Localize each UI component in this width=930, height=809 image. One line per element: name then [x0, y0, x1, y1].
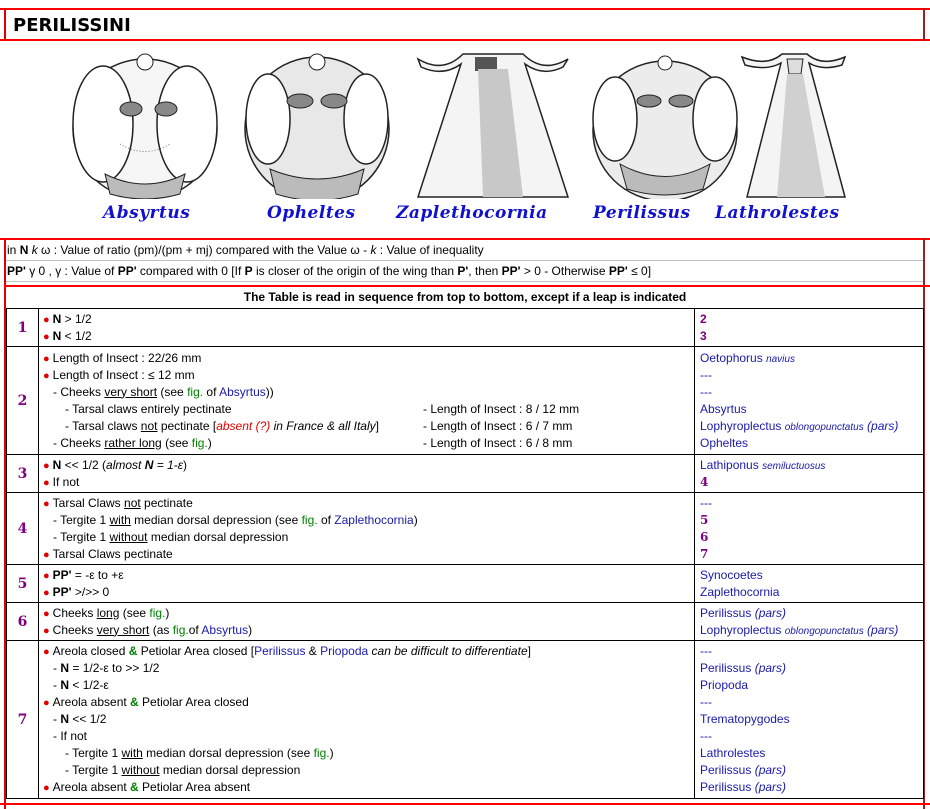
separator-text: --- [700, 729, 712, 743]
table-row [7, 455, 924, 493]
row-description: ● N > 1/2 ● N < 1/2 [39, 309, 695, 347]
legend-line-pp: PP' γ 0 , γ : Value of PP' compared with 0 [If P is closer of the origin of the wing than P', then PP' > 0 - Otherwise PP' ≤ 0] [7, 264, 652, 278]
zaplethocornia-tergite-figure [413, 49, 573, 204]
table-row [7, 641, 924, 799]
taxon-link[interactable]: Synocoetes [700, 567, 763, 582]
taxon-link[interactable]: Opheltes [700, 436, 749, 450]
taxon-link[interactable]: Perilissus (pars) [700, 661, 787, 675]
divider [6, 281, 923, 282]
row-result [695, 565, 924, 603]
fig-link[interactable]: fig. [313, 746, 330, 760]
divider [0, 8, 930, 10]
divider [4, 285, 930, 287]
divider [4, 8, 6, 41]
divider [0, 238, 930, 240]
fig-link[interactable]: fig. [301, 512, 318, 527]
figure-caption: Opheltes [267, 203, 356, 223]
bullet-icon: ● [43, 624, 50, 637]
row-description: ● Tarsal Claws not pectinate - Tergite 1 with median dorsal depression (see fig. of Zaplethocornia) - Tergite 1 without median dorsal depression ● Tarsal Claws pectinate [39, 493, 695, 565]
divider [6, 260, 923, 261]
leap-link[interactable]: 3 [700, 328, 707, 343]
bullet-icon: ● [43, 697, 50, 709]
separator-text: --- [700, 495, 712, 510]
bullet-icon: ● [43, 459, 50, 472]
taxon-link[interactable]: Lophyroplectus oblongopunctatus (pars) [700, 622, 899, 637]
table-row [7, 565, 924, 603]
figure-caption: Zaplethocornia [396, 203, 548, 223]
figure-strip [65, 49, 880, 229]
perilissus-head-figure [585, 49, 745, 199]
row-number: 4 [7, 493, 39, 565]
fig-link[interactable]: fig. [191, 435, 208, 450]
table-heading: The Table is read in sequence from top to bottom, except if a leap is indicated [243, 290, 687, 304]
row-number: 7 [7, 641, 39, 799]
legend-line-ratio: in N k ω : Value of ratio (pm)/(pm + mj) compared with the Value ω - k : Value of inequality [7, 243, 484, 257]
figure-caption: Lathrolestes [715, 203, 840, 223]
divider [0, 803, 930, 805]
taxon-link[interactable]: Priopoda [700, 678, 749, 692]
identification-key-table [6, 308, 924, 799]
row-number: 2 [7, 347, 39, 455]
divider [923, 8, 925, 41]
bullet-icon: ● [43, 569, 50, 582]
leap-link[interactable]: 7 [700, 546, 709, 561]
leap-link[interactable]: 6 [700, 529, 709, 544]
page-title: PERILISSINI [13, 15, 131, 36]
genus-link[interactable]: Zaplethocornia [334, 512, 414, 527]
bullet-icon: ● [43, 548, 50, 561]
table-row [7, 603, 924, 641]
genus-link[interactable]: Perilissus [254, 644, 306, 658]
taxon-link[interactable]: Zaplethocornia [700, 584, 780, 599]
row-number: 6 [7, 603, 39, 641]
figure-caption: Perilissus [593, 203, 691, 223]
bullet-icon: ● [43, 352, 50, 365]
bullet-icon: ● [43, 607, 50, 620]
separator-text: --- [700, 695, 712, 709]
taxon-link[interactable]: Perilissus (pars) [700, 780, 787, 794]
row-number: 5 [7, 565, 39, 603]
bullet-icon: ● [43, 586, 50, 599]
taxon-link[interactable]: Lathrolestes [700, 746, 766, 760]
bullet-icon: ● [43, 646, 50, 658]
separator-text: --- [700, 644, 712, 658]
bullet-icon: ● [43, 497, 50, 510]
row-result [695, 309, 924, 347]
genus-link[interactable]: Absyrtus [219, 384, 266, 399]
genus-link[interactable]: Absyrtus [201, 622, 249, 637]
taxon-link[interactable]: Lathiponus semiluctuosus [700, 457, 826, 472]
row-result [695, 347, 924, 455]
figure-caption: Absyrtus [103, 203, 191, 223]
table-row [7, 493, 924, 565]
taxon-link[interactable]: Trematopygodes [700, 712, 790, 726]
absyrtus-head-figure [65, 49, 225, 199]
taxon-link[interactable]: Oetophorus navius [700, 351, 795, 365]
leap-link[interactable]: 4 [700, 474, 709, 489]
row-description: ● Areola closed & Petiolar Area closed [Perilissus & Priopoda can be difficult to differentiate] - N = 1/2-ε to >> 1/2 - N < 1/2-ε ● Areola absent & Petiolar Area closed - N << 1/2 - If not - Tergite 1 with median dorsal depression (see fig.) - Tergite 1 without median dorsal depression ● Areola absent & Petiolar Area absent [39, 641, 695, 799]
opheltes-head-figure [240, 49, 395, 199]
row-result [695, 641, 924, 799]
fig-link[interactable]: fig. [187, 384, 204, 399]
taxon-link[interactable]: Absyrtus [700, 402, 747, 416]
row-result [695, 455, 924, 493]
taxon-link[interactable]: Perilissus (pars) [700, 763, 787, 777]
bullet-icon: ● [43, 313, 50, 326]
bullet-icon: ● [43, 369, 50, 382]
row-number: 1 [7, 309, 39, 347]
row-description: ● Cheeks long (see fig.) ● Cheeks very short (as fig.of Absyrtus) [39, 603, 695, 641]
genus-link[interactable]: Priopoda [320, 644, 369, 658]
leap-link[interactable]: 5 [700, 512, 709, 527]
lathrolestes-tergite-figure [737, 49, 852, 204]
table-row [7, 347, 924, 455]
row-number: 3 [7, 455, 39, 493]
fig-link[interactable]: fig. [172, 622, 189, 637]
taxon-link[interactable]: Perilissus (pars) [700, 605, 787, 620]
separator-text: --- [700, 368, 712, 382]
bullet-icon: ● [43, 476, 50, 489]
bullet-icon: ● [43, 782, 50, 794]
leap-link[interactable]: 2 [700, 311, 707, 326]
row-description: ● Length of Insect : 22/26 mm ● Length of Insect : ≤ 12 mm - Cheeks very short (see fig. of Absyrtus)) - Tarsal claws entirely pectinate - Length of Insect : 8 / 12 mm - Tarsal claws not pectinate [absent (?) in France & all Italy] - Length of Insect : 6 / 7 mm - Cheeks rather long (see fig.) - Length of Insect : 6 / 8 mm [39, 347, 695, 455]
taxon-link[interactable]: Lophyroplectus oblongopunctatus (pars) [700, 419, 899, 433]
row-result [695, 603, 924, 641]
row-description: ● N << 1/2 (almost N = 1-ε) ● If not [39, 455, 695, 493]
fig-link[interactable]: fig. [149, 605, 166, 620]
row-result [695, 493, 924, 565]
row-description: ● PP' = -ε to +ε ● PP' >/>> 0 [39, 565, 695, 603]
table-row [7, 309, 924, 347]
separator-text: --- [700, 385, 712, 399]
divider [0, 39, 930, 41]
bullet-icon: ● [43, 330, 50, 343]
